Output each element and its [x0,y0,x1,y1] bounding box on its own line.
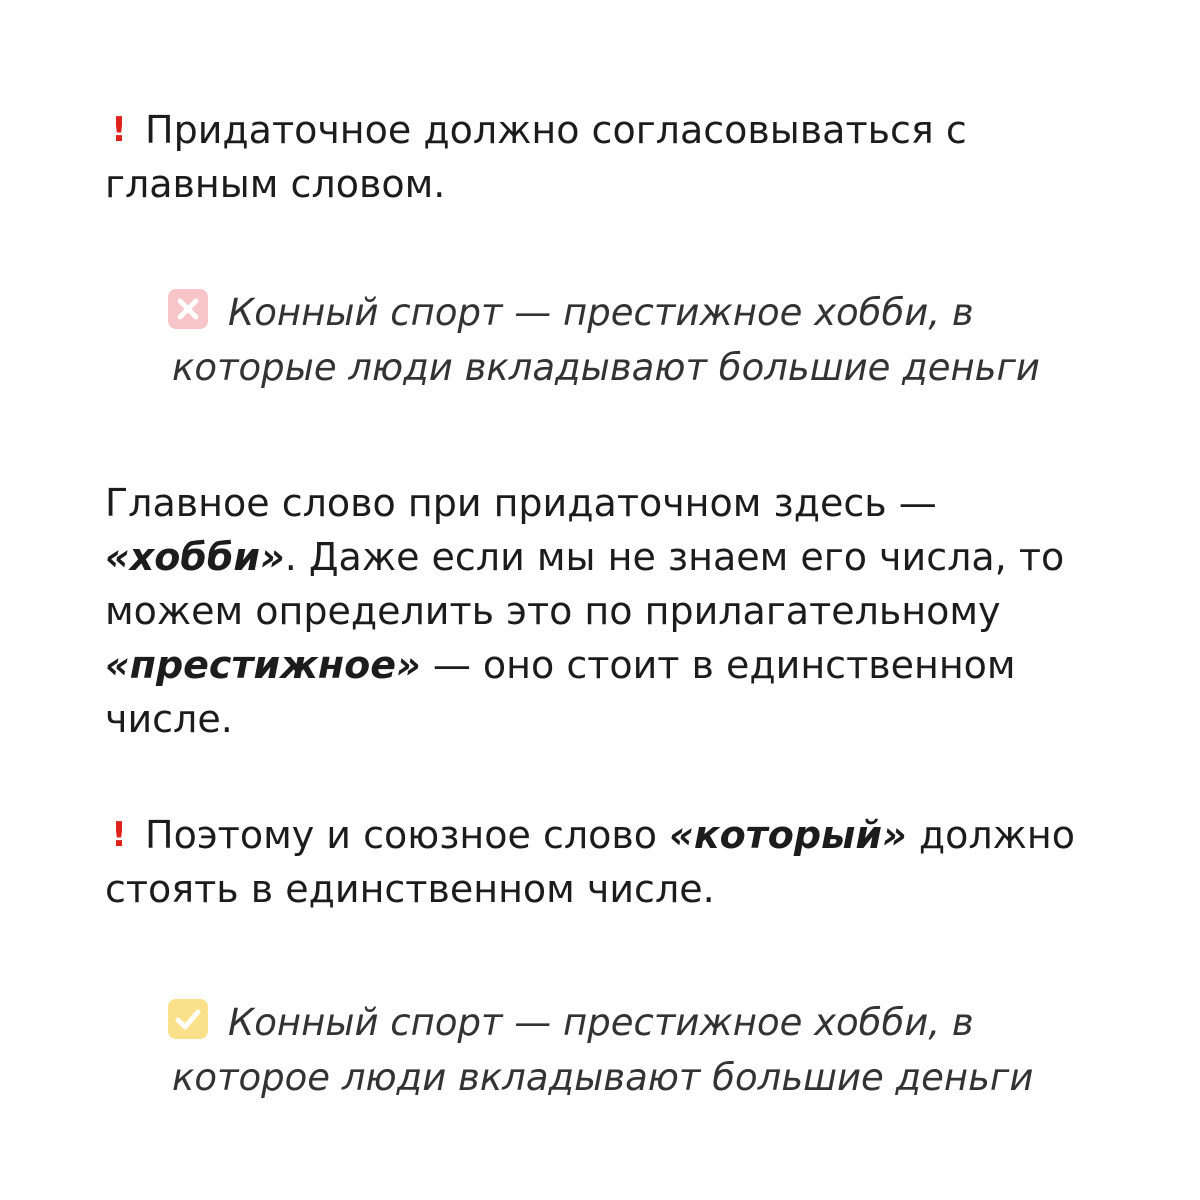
explanation-part-1: Главное слово при придаточном здесь — [105,481,937,525]
keyword-kotoryi: «который» [669,813,907,857]
keyword-prestigious: «престижное» [105,643,421,687]
rule-2-part-1: Поэтому и союзное слово [145,813,670,857]
wrong-example-line-2: которые люди вкладывают большие деньги [172,346,1040,389]
keyword-hobby: «хобби» [105,535,285,579]
red-exclamation-icon: ! [111,110,127,150]
explanation-part-2: . Даже если мы не знаем его числа, то можем определить это по прилагательному [105,535,1065,633]
cross-mark-icon [168,289,208,329]
wrong-example-line-1: Конный спорт — престижное хобби, в [168,285,1088,340]
correct-example-line-2: которое люди вкладывают большие деньги [172,1056,1034,1099]
wrong-example [168,285,1088,395]
rule-1-text: Придаточное должно согласовываться с главным словом. [105,108,967,206]
rule-2 [105,808,1095,916]
rule-1 [105,103,1095,211]
correct-example [168,995,1088,1105]
rule-2-part-2: должно стоять в единственном числе. [105,813,1075,911]
explanation [105,476,1095,746]
correct-example-line-1: Конный спорт — престижное хобби, в [168,995,1088,1050]
check-mark-icon [168,999,208,1039]
explanation-part-3: — оно стоит в единственном числе. [105,643,1016,741]
red-exclamation-icon: ! [111,815,127,855]
